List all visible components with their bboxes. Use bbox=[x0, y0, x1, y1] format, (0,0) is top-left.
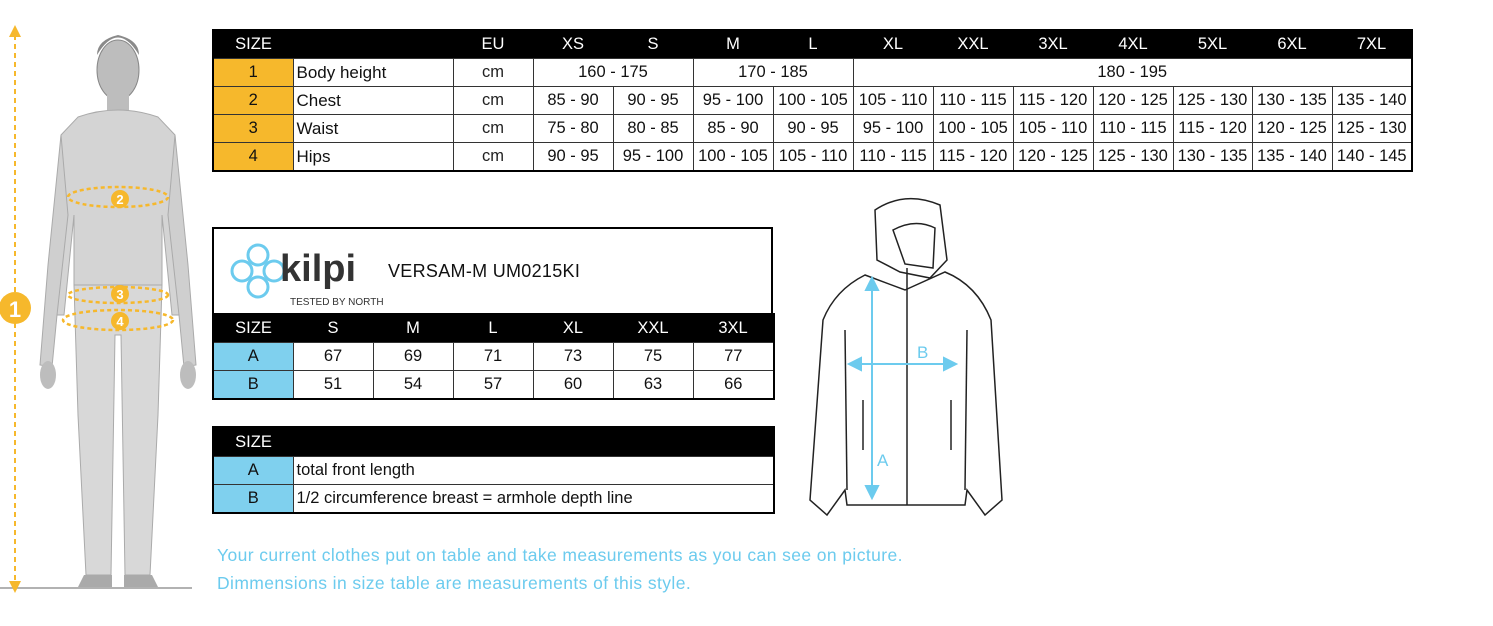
table-cell: 105 - 110 bbox=[773, 143, 853, 172]
marker-2 bbox=[111, 190, 129, 208]
product-header bbox=[212, 227, 773, 313]
svg-text:3: 3 bbox=[116, 287, 124, 302]
row-label: Waist bbox=[293, 115, 453, 143]
row-label: Body height bbox=[293, 59, 453, 87]
marker-b: B bbox=[917, 343, 929, 362]
kilpi-logo bbox=[220, 229, 384, 313]
svg-text:1: 1 bbox=[8, 297, 22, 322]
svg-text:TESTED BY NORTH: TESTED BY NORTH bbox=[290, 297, 384, 308]
row-number: 1 bbox=[213, 59, 293, 87]
table-cell: 115 - 120 bbox=[1173, 115, 1252, 143]
table-cell: 75 - 80 bbox=[533, 115, 613, 143]
table-cell: 77 bbox=[693, 343, 774, 371]
body-measurement-figure bbox=[0, 15, 200, 595]
header-4xl: 4XL bbox=[1093, 30, 1173, 59]
svg-text:2: 2 bbox=[116, 192, 124, 207]
header-blank bbox=[293, 427, 774, 457]
svg-text:4: 4 bbox=[116, 314, 124, 329]
table-row bbox=[213, 59, 1412, 87]
table-cell: 60 bbox=[533, 371, 613, 400]
table-cell: 110 - 115 bbox=[1093, 115, 1173, 143]
table-cell: 130 - 135 bbox=[1252, 87, 1332, 115]
table-cell: 54 bbox=[373, 371, 453, 400]
table-cell: 90 - 95 bbox=[773, 115, 853, 143]
table-cell: 100 - 105 bbox=[933, 115, 1013, 143]
instruction-note: Your current clothes put on table and take measurements as you can see on picture. bbox=[217, 545, 903, 565]
table-cell: 67 bbox=[293, 343, 373, 371]
header-3xl: 3XL bbox=[693, 314, 774, 343]
table-cell: 125 - 130 bbox=[1173, 87, 1252, 115]
table-row bbox=[213, 87, 1412, 115]
table-row bbox=[213, 143, 1412, 172]
table-cell: 125 - 130 bbox=[1332, 115, 1412, 143]
header-s: S bbox=[613, 30, 693, 59]
header-m: M bbox=[693, 30, 773, 59]
table-cell: 140 - 145 bbox=[1332, 143, 1412, 172]
table-cell: 115 - 120 bbox=[933, 143, 1013, 172]
row-unit: cm bbox=[453, 143, 533, 172]
header-6xl: 6XL bbox=[1252, 30, 1332, 59]
table-cell: 120 - 125 bbox=[1093, 87, 1173, 115]
header-7xl: 7XL bbox=[1332, 30, 1412, 59]
table-cell: 135 - 140 bbox=[1332, 87, 1412, 115]
row-label: Chest bbox=[293, 87, 453, 115]
row-unit: cm bbox=[453, 59, 533, 87]
header-m: M bbox=[373, 314, 453, 343]
header-blank bbox=[293, 30, 453, 59]
table-cell: 120 - 125 bbox=[1252, 115, 1332, 143]
header-l: L bbox=[453, 314, 533, 343]
size-chart-table bbox=[212, 29, 1413, 172]
table-cell: 100 - 105 bbox=[773, 87, 853, 115]
product-table-header bbox=[213, 314, 774, 343]
table-cell: 135 - 140 bbox=[1252, 143, 1332, 172]
row-letter: A bbox=[213, 343, 293, 371]
header-size: SIZE bbox=[213, 427, 293, 457]
table-cell: 95 - 100 bbox=[853, 115, 933, 143]
header-xl: XL bbox=[853, 30, 933, 59]
row-number: 4 bbox=[213, 143, 293, 172]
table-row bbox=[213, 485, 774, 514]
row-number: 3 bbox=[213, 115, 293, 143]
row-label: Hips bbox=[293, 143, 453, 172]
table-cell: 95 - 100 bbox=[613, 143, 693, 172]
row-number: 2 bbox=[213, 87, 293, 115]
table-cell: 130 - 135 bbox=[1173, 143, 1252, 172]
table-cell: 73 bbox=[533, 343, 613, 371]
size-chart-header bbox=[213, 30, 1412, 59]
table-cell: 125 - 130 bbox=[1093, 143, 1173, 172]
table-cell: 100 - 105 bbox=[693, 143, 773, 172]
header-l: L bbox=[773, 30, 853, 59]
legend-description: total front length bbox=[293, 457, 774, 485]
table-cell: 80 - 85 bbox=[613, 115, 693, 143]
table-cell: 180 - 195 bbox=[853, 59, 1412, 87]
table-cell: 110 - 115 bbox=[853, 143, 933, 172]
table-cell: 105 - 110 bbox=[853, 87, 933, 115]
table-row bbox=[213, 115, 1412, 143]
header-s: S bbox=[293, 314, 373, 343]
header-xxl: XXL bbox=[613, 314, 693, 343]
table-cell: 75 bbox=[613, 343, 693, 371]
table-cell: 51 bbox=[293, 371, 373, 400]
table-cell: 85 - 90 bbox=[533, 87, 613, 115]
marker-4 bbox=[111, 312, 129, 330]
table-row bbox=[213, 457, 774, 485]
row-letter: B bbox=[213, 371, 293, 400]
header-size: SIZE bbox=[213, 30, 293, 59]
table-cell: 170 - 185 bbox=[693, 59, 853, 87]
table-cell: 95 - 100 bbox=[693, 87, 773, 115]
table-row bbox=[213, 371, 774, 400]
product-measure-table bbox=[212, 313, 775, 400]
header-xs: XS bbox=[533, 30, 613, 59]
legend-description: 1/2 circumference breast = armhole depth line bbox=[293, 485, 774, 514]
header-xxl: XXL bbox=[933, 30, 1013, 59]
jacket-diagram bbox=[805, 190, 1010, 535]
marker-a: A bbox=[877, 451, 889, 470]
table-cell: 63 bbox=[613, 371, 693, 400]
table-cell: 120 - 125 bbox=[1013, 143, 1093, 172]
row-letter: B bbox=[213, 485, 293, 514]
row-unit: cm bbox=[453, 87, 533, 115]
header-xl: XL bbox=[533, 314, 613, 343]
measure-legend-table bbox=[212, 426, 775, 514]
table-cell: 160 - 175 bbox=[533, 59, 693, 87]
product-name: VERSAM-M UM0215KI bbox=[388, 261, 581, 281]
table-cell: 57 bbox=[453, 371, 533, 400]
row-letter: A bbox=[213, 457, 293, 485]
marker-3 bbox=[111, 285, 129, 303]
marker-1 bbox=[0, 292, 31, 324]
table-row bbox=[213, 343, 774, 371]
table-cell: 115 - 120 bbox=[1013, 87, 1093, 115]
table-cell: 90 - 95 bbox=[533, 143, 613, 172]
header-5xl: 5XL bbox=[1173, 30, 1252, 59]
table-cell: 66 bbox=[693, 371, 774, 400]
table-cell: 90 - 95 bbox=[613, 87, 693, 115]
table-cell: 71 bbox=[453, 343, 533, 371]
header-eu: EU bbox=[453, 30, 533, 59]
legend-header bbox=[213, 427, 774, 457]
table-cell: 85 - 90 bbox=[693, 115, 773, 143]
header-size: SIZE bbox=[213, 314, 293, 343]
table-cell: 110 - 115 bbox=[933, 87, 1013, 115]
table-cell: 69 bbox=[373, 343, 453, 371]
table-cell: 105 - 110 bbox=[1013, 115, 1093, 143]
svg-text:kilpi: kilpi bbox=[280, 248, 357, 290]
dimensions-note: Dimmensions in size table are measurements of this style. bbox=[217, 573, 692, 593]
header-3xl: 3XL bbox=[1013, 30, 1093, 59]
row-unit: cm bbox=[453, 115, 533, 143]
